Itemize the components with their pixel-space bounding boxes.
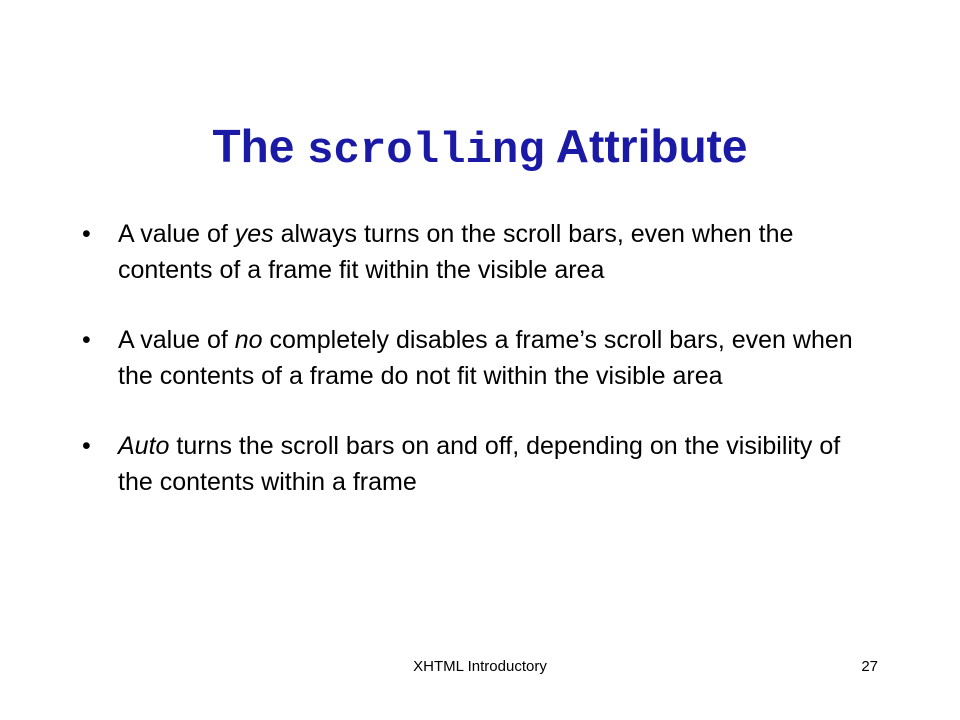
bullet-list [82,216,872,500]
bullet-text-after: turns the scroll bars on and off, depending on the visibility of the contents within a frame [118,432,841,496]
bullet-item-auto [82,428,872,500]
bullet-text-after: completely disables a frame’s scroll bars, even when the contents of a frame do not fit within the visible area [118,326,853,390]
slide-title [0,119,960,178]
bullet-item-yes [82,216,872,288]
title-prefix: The [212,119,308,172]
bullet-text-before: A value of [118,326,235,354]
bullet-marker: • [82,220,91,248]
bullet-text-emphasis: Auto [118,432,170,460]
page-number: 27 [861,658,878,675]
bullet-marker: • [82,432,91,460]
footer-title: XHTML Introductory [413,658,547,675]
bullet-item-no [82,322,872,394]
title-code: scrolling [307,125,545,176]
bullet-text-emphasis: yes [234,220,274,248]
bullet-text-emphasis: no [234,326,263,354]
bullet-marker: • [82,326,91,354]
title-suffix: Attribute [544,119,748,172]
bullet-text-before: A value of [118,220,235,248]
bullet-text-after: always turns on the scroll bars, even when the contents of a frame fit within the visible area [118,220,794,284]
